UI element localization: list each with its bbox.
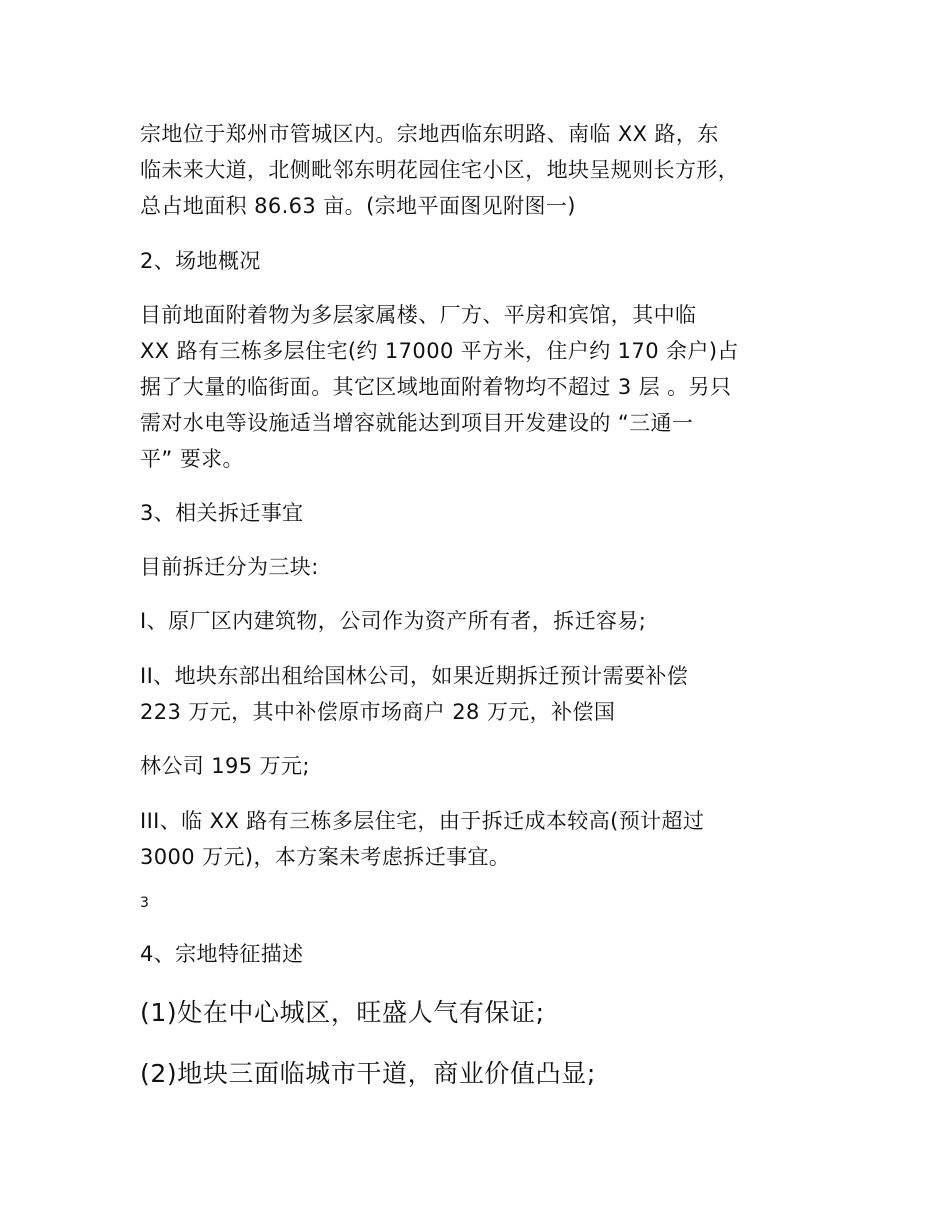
feature-item-1: (1)处在中心城区，旺盛人气有保证; xyxy=(140,998,545,1027)
text-line: 据了大量的临街面。其它区域地面附着物均不超过 3 层 。另只 xyxy=(140,375,732,399)
text-line: 需对水电等设施适当增容就能达到项目开发建设的 “三通一 xyxy=(140,411,694,435)
feature-item-2: (2)地块三面临城市干道，商业价值凸显; xyxy=(140,1059,596,1088)
text-line: 223 万元，其中补偿原市场商户 28 万元，补偿国 xyxy=(140,700,616,724)
list-item-demolition-3 xyxy=(140,803,830,875)
text-line: 目前地面附着物为多层家属楼、厂方、平房和宾馆，其中临 xyxy=(140,303,697,327)
text-line: 平” 要求。 xyxy=(140,447,244,471)
list-item-demolition-2-continued: 林公司 195 万元; xyxy=(140,754,310,778)
text-line: III、临 XX 路有三栋多层住宅，由于拆迁成本较高(预计超过 xyxy=(140,809,705,833)
list-item-demolition-1: I、原厂区内建筑物，公司作为资产所有者，拆迁容易; xyxy=(140,609,647,633)
text-line: 3000 万元)，本方案未考虑拆迁事宜。 xyxy=(140,845,511,869)
heading-demolition: 3、相关拆迁事宜 xyxy=(140,501,304,525)
text-line: 临未来大道，北侧毗邻东明花园住宅小区，地块呈规则长方形， xyxy=(140,158,740,182)
paragraph-site-overview xyxy=(140,297,830,477)
text-line: 总占地面积 86.63 亩。(宗地平面图见附图一) xyxy=(140,194,576,218)
heading-features: 4、宗地特征描述 xyxy=(140,942,304,966)
heading-site-overview: 2、场地概况 xyxy=(140,249,261,273)
paragraph-location xyxy=(140,116,830,224)
paragraph-demolition-intro: 目前拆迁分为三块: xyxy=(140,555,319,579)
text-line: II、地块东部出租给国林公司，如果近期拆迁预计需要补偿 xyxy=(140,664,689,688)
text-line: 宗地位于郑州市管城区内。宗地西临东明路、南临 XX 路，东 xyxy=(140,122,719,146)
text-line: XX 路有三栋多层住宅(约 17000 平方米，住户约 170 余户)占 xyxy=(140,339,739,363)
page-number: 3 xyxy=(140,895,149,911)
list-item-demolition-2 xyxy=(140,658,830,730)
